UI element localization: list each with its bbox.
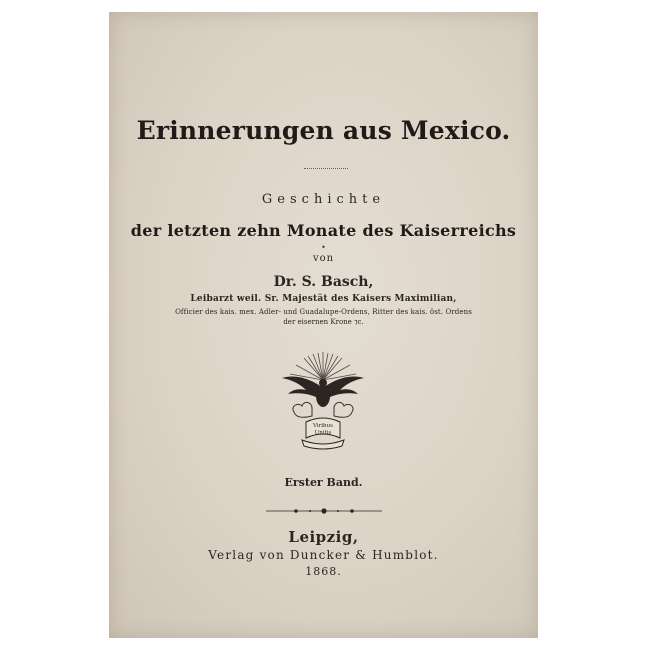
publisher: Verlag von Duncker & Humblot. xyxy=(208,548,439,562)
author-affiliation-3: der eisernen Krone ⁊c. xyxy=(283,318,364,326)
book-title: Erinnerungen aus Mexico. xyxy=(136,116,511,145)
volume-label: Erster Band. xyxy=(284,476,363,489)
title-page xyxy=(109,12,538,638)
author-affiliation-2: Officier des kais. mex. Adler- und Guadalupe-Ordens, Ritter des kais. öst. Ordens xyxy=(175,308,472,316)
publication-year: 1868. xyxy=(305,565,342,578)
title-divider xyxy=(304,168,348,171)
by-line: von xyxy=(312,253,335,264)
author-affiliation-1: Leibarzt weil. Sr. Majestät des Kaisers Maximilian, xyxy=(190,294,457,304)
small-ornament: • xyxy=(321,243,326,252)
ornamental-rule-icon xyxy=(266,506,382,516)
subtitle-line-2: der letzten zehn Monate des Kaiserreichs xyxy=(130,221,517,240)
eagle-emblem-icon xyxy=(280,350,366,452)
emblem-motto-2: Unitis xyxy=(314,430,332,436)
publication-city: Leipzig, xyxy=(288,528,359,546)
emblem-motto-1: Viribus xyxy=(313,423,333,429)
subtitle-line-1: Geschichte xyxy=(261,192,386,207)
author-name: Dr. S. Basch, xyxy=(273,274,374,290)
